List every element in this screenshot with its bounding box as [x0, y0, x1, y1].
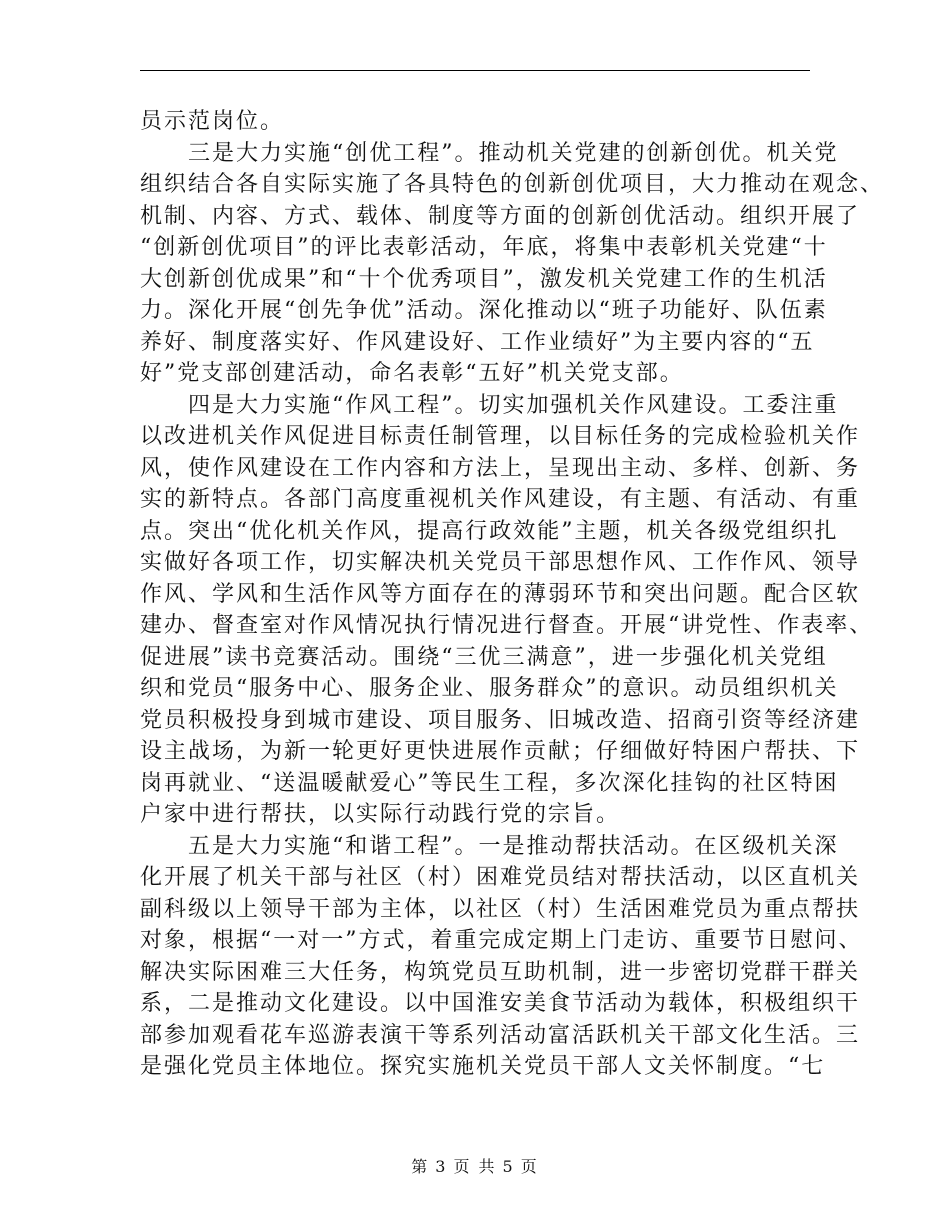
text-line: 促进展”读书竞赛活动。围绕“三优三满意”，进一步强化机关党组	[140, 644, 828, 670]
text-line: 以改进机关作风促进目标责任制管理，以目标任务的完成检验机关作	[140, 424, 861, 449]
text-line: 力。深化开展“创先争优”活动。深化推动以“班子功能好、队伍素	[140, 298, 828, 323]
text-line: 部参加观看花车巡游表演干等系列活动富活跃机关干部文化生活。三	[140, 1022, 861, 1048]
text-line: 风，使作风建设在工作内容和方法上，呈现出主动、多样、创新、务	[140, 455, 861, 481]
text-line: 建办、督查室对作风情况执行情况进行督查。开展“讲党性、作表率、	[140, 613, 874, 638]
text-line: 织和党员“服务中心、服务企业、服务群众”的意识。动员组织机关	[140, 676, 839, 701]
paragraph-first-line: 四是大力实施“作风工程”。切实加强机关作风建设。工委注重	[188, 392, 839, 418]
footer-page-number: 3	[435, 1157, 448, 1176]
text-line: 对象，根据“一对一”方式，着重完成定期上门走访、重要节日慰问、	[140, 928, 863, 953]
text-line: 岗再就业、“送温暖献爱心”等民生工程，多次深化挂钩的社区特困	[140, 770, 839, 796]
text-line: 好”党支部创建活动，命名表彰“五好”机关党支部。	[140, 361, 684, 386]
footer-middle: 页 共	[453, 1157, 497, 1176]
text-line: 是强化党员主体地位。探究实施机关党员干部人文关怀制度。“七	[140, 1054, 826, 1079]
text-line: 党员积极投身到城市建设、项目服务、旧城改造、招商引资等经济建	[140, 707, 861, 733]
footer-prefix: 第	[411, 1157, 430, 1176]
text-line: 副科级以上领导干部为主体，以社区（村）生活困难党员为重点帮扶	[140, 896, 861, 922]
page-footer	[0, 1154, 950, 1177]
text-line: 机制、内容、方式、载体、制度等方面的创新创优活动。组织开展了	[140, 203, 861, 229]
text-line: 解决实际困难三大任务，构筑党员互助机制，进一步密切党群干群关	[140, 959, 861, 985]
header-rule	[140, 70, 810, 71]
text-line: 员示范岗位。	[140, 109, 285, 134]
text-line: 实做好各项工作，切实解决机关党员干部思想作风、工作作风、领导	[140, 550, 861, 575]
text-line: 点。突出“优化机关作风，提高行政效能”主题，机关各级党组织扎	[140, 518, 839, 544]
text-line: 户家中进行帮扶，以实际行动践行党的宗旨。	[140, 802, 621, 827]
footer-suffix: 页	[520, 1157, 539, 1176]
paragraph-first-line: 五是大力实施“和谐工程”。一是推动帮扶活动。在区级机关深	[188, 833, 839, 859]
text-line: 设主战场，为新一轮更好更快进展作贡献；仔细做好特困户帮扶、下	[140, 739, 861, 764]
text-line: “创新创优项目”的评比表彰活动，年底，将集中表彰机关党建“十	[140, 235, 828, 260]
text-line: 养好、制度落实好、作风建设好、工作业绩好”为主要内容的“五	[140, 329, 815, 355]
footer-total-pages: 5	[502, 1157, 515, 1176]
text-line: 作风、学风和生活作风等方面存在的薄弱环节和突出问题。配合区软	[140, 581, 861, 607]
text-line: 化开展了机关干部与社区（村）困难党员结对帮扶活动，以区直机关	[140, 865, 861, 890]
text-line: 实的新特点。各部门高度重视机关作风建设，有主题、有活动、有重	[140, 487, 861, 512]
text-line: 组织结合各自实际实施了各具特色的创新创优项目，大力推动在观念、	[140, 172, 885, 197]
document-body	[140, 106, 885, 1083]
paragraph-first-line: 三是大力实施“创优工程”。推动机关党建的创新创优。机关党	[188, 140, 839, 166]
text-line: 系，二是推动文化建设。以中国淮安美食节活动为载体，积极组织干	[140, 991, 861, 1016]
text-line: 大创新创优成果”和“十个优秀项目”，激发机关党建工作的生机活	[140, 266, 828, 292]
